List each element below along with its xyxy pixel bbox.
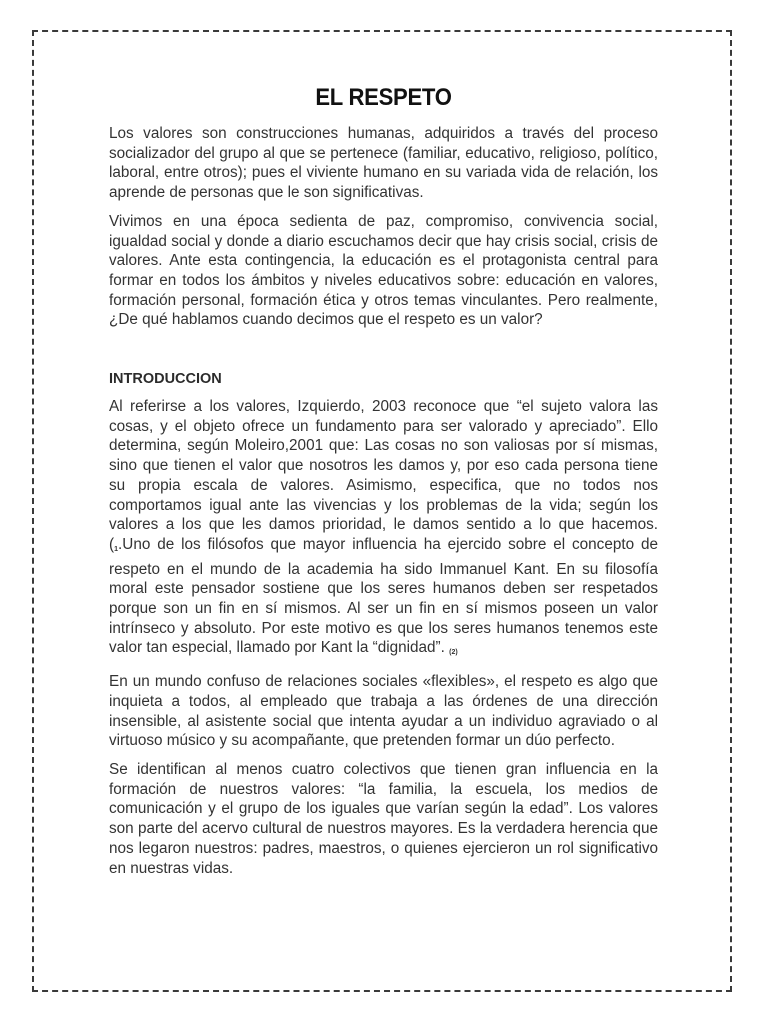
paragraph-introduction — [109, 397, 658, 663]
footnote-ref-1: 1 — [114, 545, 119, 553]
document-title: EL RESPETO — [315, 84, 452, 111]
section-heading: INTRODUCCION — [109, 371, 222, 388]
paragraph-collectives: Se identifican al menos cuatro colectivos que tienen gran influencia en la formación de nuestros valores: “la familia, la escuela, los medios de comunicación y el grupo de los iguales que varían según la edad”. Los valores son parte del acervo cultural de nuestros mayores. Es la verdadera herencia que nos legaron nuestros: padres, maestros, o quienes ejercieron un rol significativo en nuestras vidas. — [109, 760, 658, 877]
paragraph-respect: En un mundo confuso de relaciones sociales «flexibles», el respeto es algo que inquieta a todos, al empleado que trabaja a las órdenes de una dirección insensible, al asistente social que intenta ayudar a un individuo agraviado o al virtuoso músico y su acompañante, que pretenden formar un dúo perfecto. — [109, 673, 658, 750]
paragraph-intro: Los valores son construcciones humanas, adquiridos a través del proceso socializador del grupo al que se pertenece (familiar, educativo, religioso, político, laboral, entre otros); pues el viviente humano en su variada vida de relación, los aprende de personas que le son significativas. — [109, 125, 658, 202]
paragraph-text: .Uno de los filósofos que mayor influencia ha ejercido sobre el concepto de respeto en el mundo de la academia ha sido Immanuel Kant. En su filosofía moral este pensador sostiene que los seres humanos deben ser respetados porque son un fin en sí mismos. Al ser un fin en sí mismos poseen un valor intrínseco y absoluto. Por este motivo es que los seres humanos tenemos este valor tan especial, llamado por Kant la “dignidad”. — [109, 535, 658, 657]
section-spacer — [109, 339, 658, 371]
document-body — [109, 84, 658, 887]
paragraph-context: Vivimos en una época sedienta de paz, compromiso, convivencia social, igualdad social y donde a diario escuchamos decir que hay crisis social, crisis de valores. Ante esta contingencia, la educación es el protagonista central para formar en todos los ámbitos y niveles educativos sobre: educación en valores, formación personal, formación ética y otros temas vinculantes. Pero realmente, ¿De qué hablamos cuando decimos que el respeto es un valor? — [109, 212, 658, 329]
paragraph-text: Al referirse a los valores, Izquierdo, 2003 reconoce que “el sujeto valora las cosas, y el objeto ofrece un fundamento para ser valorado y apreciado”. Ello determina, según Moleiro,2001 que: Las cosas no son valiosas por sí mismas, sino que tienen el valor que nosotros les damos y, por eso cada persona tiene su propia escala de valores. Asimismo, especifica, que no todos nos comportamos igual ante las vivencias y los problemas de la vida; según los valores a los que les damos prioridad, le damos sentido a lo que hacemos. ( — [109, 398, 658, 553]
footnote-ref-2: (2) — [449, 649, 458, 657]
